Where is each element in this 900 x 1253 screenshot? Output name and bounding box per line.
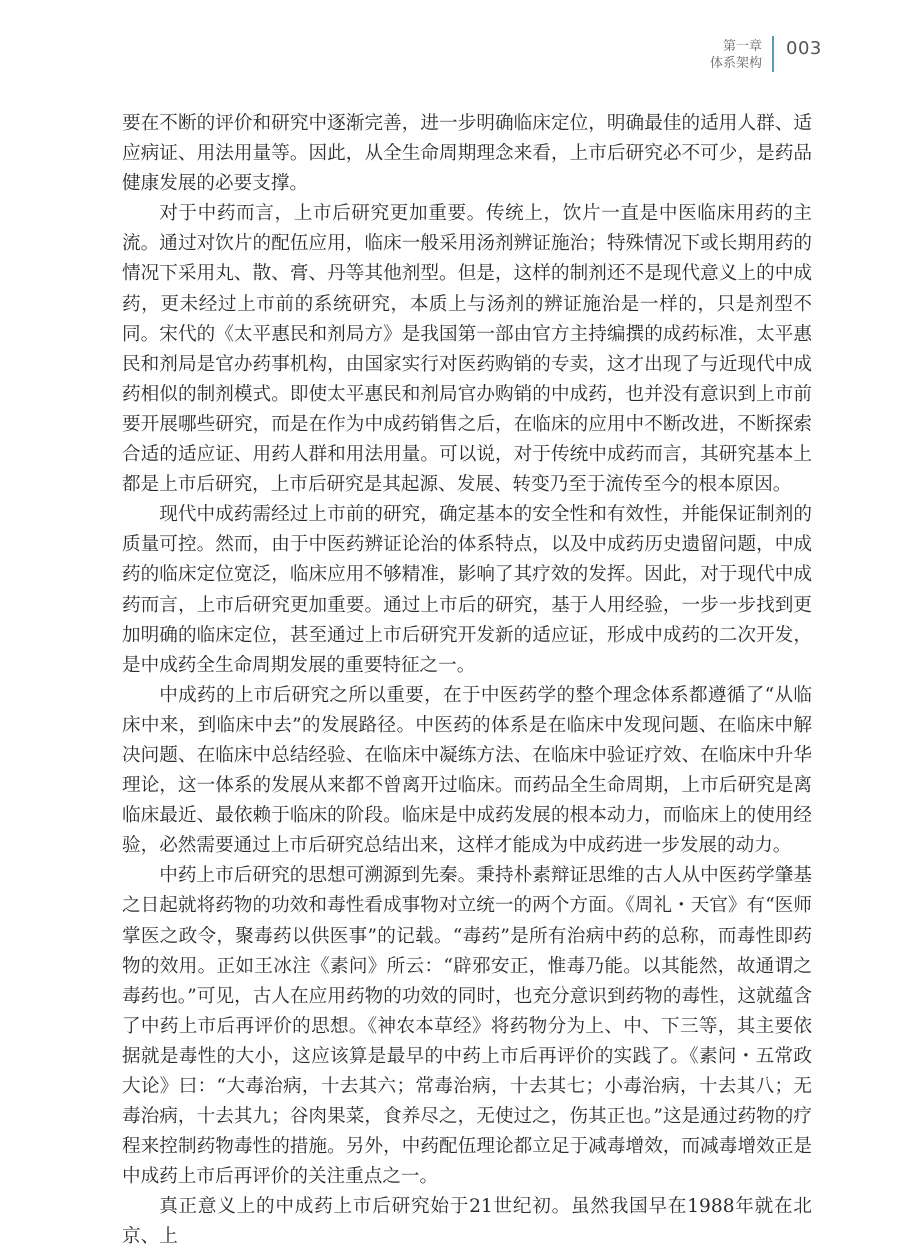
running-header	[700, 36, 870, 76]
paragraph: 现代中成药需经过上市前的研究，确定基本的安全性和有效性，并能保证制剂的质量可控。然而，由于中医药辨证论治的体系特点，以及中成药历史遗留问题，中成药的临床定位宽泛，临床应用不够精准，影响了其疗效的发挥。因此，对于现代中成药而言，上市后研究更加重要。通过上市后的研究，基于人用经验，一步一步找到更加明确的临床定位，甚至通过上市后研究开发新的适应证，形成中成药的二次开发，是中成药全生命周期发展的重要特征之一。	[122, 504, 812, 676]
chapter-label	[700, 38, 762, 72]
page-number: 003	[786, 38, 822, 59]
chapter-title: 体系架构	[709, 56, 762, 71]
paragraph: 中成药的上市后研究之所以重要，在于中医药学的整个理念体系都遵循了“从临床中来，到临床中去”的发展路径。中医药的体系是在临床中发现问题、在临床中解决问题、在临床中总结经验、在临床中凝练方法、在临床中验证疗效、在临床中升华理论，这一体系的发展从来都不曾离开过临床。而药品全生命周期，上市后研究是离临床最近、最依赖于临床的阶段。临床是中成药发展的根本动力，而临床上的使用经验，必然需要通过上市后研究总结出来，这样才能成为中成药进一步发展的动力。	[122, 684, 812, 857]
paragraph: 对于中药而言，上市后研究更加重要。传统上，饮片一直是中医临床用药的主流。通过对饮片的配伍应用，临床一般采用汤剂辨证施治；特殊情况下或长期用药的情况下采用丸、散、膏、丹等其他剂型。但是，这样的制剂还不是现代意义上的中成药，更未经过上市前的系统研究，本质上与汤剂的辨证施治是一样的，只是剂型不同。宋代的《太平惠民和剂局方》是我国第一部由官方主持编撰的成药标准，太平惠民和剂局是官办药事机构，由国家实行对医药购销的专卖，这才出现了与近现代中成药相似的制剂模式。即使太平惠民和剂局官办购销的中成药，也并没有意识到上市前要开展哪些研究，而是在作为中成药销售之后，在临床的应用中不断改进，不断探索合适的适应证、用药人群和用法用量。可以说，对于传统中成药而言，其研究基本上都是上市后研究，上市后研究是其起源、发展、转变乃至于流传至今的根本原因。	[122, 203, 812, 496]
paragraph: 要在不断的评价和研究中逐渐完善，进一步明确临床定位，明确最佳的适用人群、适应病证、用法用量等。因此，从全生命周期理念来看，上市后研究必不可少，是药品健康发展的必要支撑。	[122, 113, 812, 195]
body-text	[122, 109, 812, 1253]
paragraph: 中药上市后研究的思想可溯源到先秦。秉持朴素辩证思维的古人从中医药学肇基之日起就将药物的功效和毒性看成事物对立统一的两个方面。《周礼・天官》有“医师掌医之政令，聚毒药以供医事”的记载。“毒药”是所有治病中药的总称，而毒性即药物的效用。正如王冰注《素问》所云：“辟邪安正，惟毒乃能。以其能然，故通谓之毒药也。”可见，古人在应用药物的功效的同时，也充分意识到药物的毒性，这就蕴含了中药上市后再评价的思想。《神农本草经》将药物分为上、中、下三等，其主要依据就是毒性的大小，这应该算是最早的中药上市后再评价的实践了。《素问・五常政大论》曰：“大毒治病，十去其六；常毒治病，十去其七；小毒治病，十去其八；无毒治病，十去其九；谷肉果菜，食养尽之，无使过之，伤其正也。”这是通过药物的疗程来控制药物毒性的措施。另外，中药配伍理论都立足于减毒增效，而减毒增效正是中成药上市后再评价的关注重点之一。	[122, 865, 812, 1188]
paragraph: 真正意义上的中成药上市后研究始于21世纪初。虽然我国早在1988年就在北京、上	[122, 1196, 812, 1248]
chapter-number: 第一章	[722, 39, 762, 54]
header-divider	[772, 36, 774, 72]
